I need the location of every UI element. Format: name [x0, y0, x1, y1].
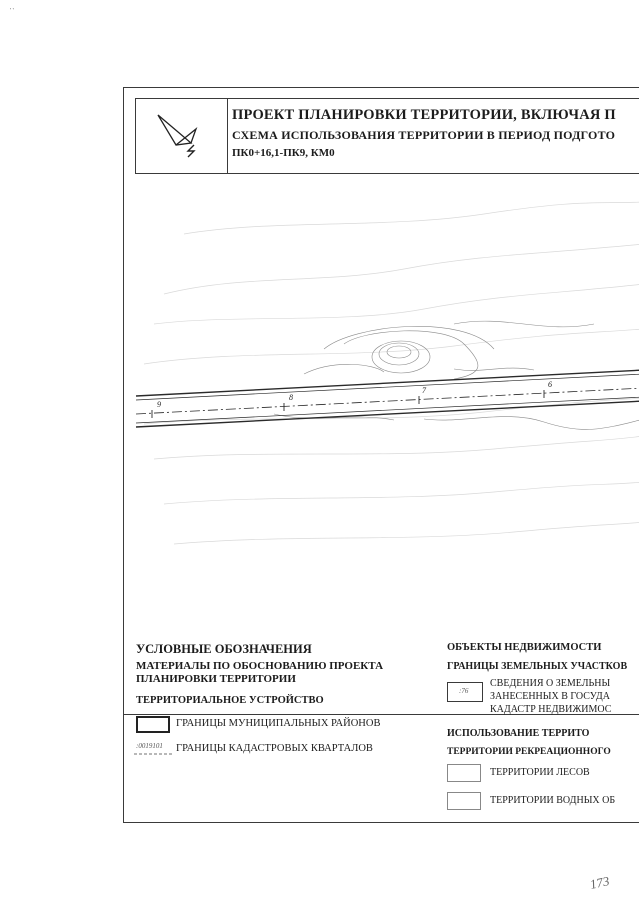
legend-cadastral: ГРАНИЦЫ КАДАСТРОВЫХ КВАРТАЛОВ	[176, 743, 373, 754]
parcel-code: :76	[459, 687, 469, 695]
legend-info-1: СВЕДЕНИЯ О ЗЕМЕЛЬНЫ	[490, 678, 611, 689]
forest-swatch	[447, 764, 481, 782]
legend-materials-2: ПЛАНИРОВКИ ТЕРРИТОРИИ	[136, 673, 296, 685]
route-map	[124, 174, 639, 628]
title-block	[135, 98, 639, 174]
title-line-3: ПК0+16,1-ПК9, КМ0	[232, 147, 335, 159]
cadastral-line-icon	[134, 752, 174, 756]
picket-label: 6	[548, 380, 552, 389]
water-swatch	[447, 792, 481, 810]
legend-forests: ТЕРРИТОРИИ ЛЕСОВ	[490, 767, 590, 778]
title-line-2: СХЕМА ИСПОЛЬЗОВАНИЯ ТЕРРИТОРИИ В ПЕРИОД ПОДГОТО	[232, 128, 616, 142]
north-arrow	[136, 99, 228, 173]
legend-usage-heading: ИСПОЛЬЗОВАНИЕ ТЕРРИТО	[447, 728, 590, 739]
drawing-sheet	[123, 87, 639, 823]
legend-water: ТЕРРИТОРИИ ВОДНЫХ ОБ	[490, 795, 616, 806]
legend	[124, 636, 639, 824]
legend-territorial: ТЕРРИТОРИАЛЬНОЕ УСТРОЙСТВО	[136, 695, 324, 706]
picket-label: 7	[422, 386, 426, 395]
page-number: 173	[588, 873, 611, 892]
legend-materials: МАТЕРИАЛЫ ПО ОБОСНОВАНИЮ ПРОЕКТА	[136, 660, 384, 672]
map-area	[124, 174, 639, 714]
picket-label: 9	[157, 400, 161, 409]
legend-info-3: КАДАСТР НЕДВИЖИМОС	[490, 704, 612, 715]
title-text	[232, 107, 616, 159]
legend-municipal: ГРАНИЦЫ МУНИЦИПАЛЬНЫХ РАЙОНОВ	[176, 718, 381, 729]
scan-marks: ' '	[10, 8, 14, 14]
legend-heading: УСЛОВНЫЕ ОБОЗНАЧЕНИЯ	[136, 642, 312, 656]
legend-recreation: ТЕРРИТОРИИ РЕКРЕАЦИОННОГО	[447, 747, 611, 757]
cadastral-code: :0019101	[136, 742, 163, 750]
picket-label: 8	[289, 393, 293, 402]
municipal-border-swatch	[136, 716, 170, 733]
legend-land-borders: ГРАНИЦЫ ЗЕМЕЛЬНЫХ УЧАСТКОВ	[447, 661, 628, 672]
title-line-1: ПРОЕКТ ПЛАНИРОВКИ ТЕРРИТОРИИ, ВКЛЮЧАЯ П	[232, 107, 616, 123]
north-arrow-icon	[136, 99, 228, 173]
legend-info-2: ЗАНЕСЕННЫХ В ГОСУДА	[490, 691, 610, 702]
legend-realty-heading: ОБЪЕКТЫ НЕДВИЖИМОСТИ	[447, 642, 602, 653]
